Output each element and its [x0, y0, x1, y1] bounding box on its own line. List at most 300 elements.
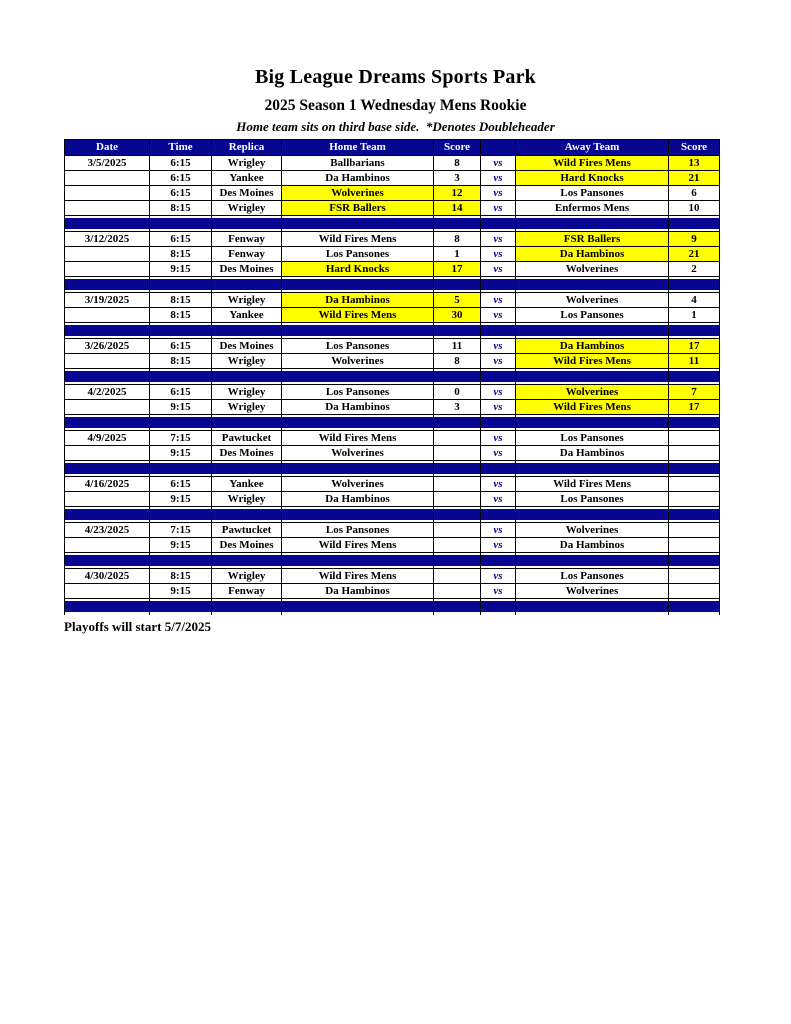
replica-cell: Wrigley	[212, 569, 282, 584]
separator-bar	[481, 371, 515, 382]
replica-cell: Wrigley	[212, 201, 282, 216]
separator-bar	[65, 218, 149, 229]
game-row	[65, 247, 720, 262]
replica-cell: Des Moines	[212, 446, 282, 461]
separator-cell	[516, 507, 669, 523]
game-row	[65, 354, 720, 369]
separator-bar	[516, 218, 668, 229]
separator-bar	[212, 555, 281, 566]
game-row	[65, 523, 720, 538]
separator-bar	[481, 509, 515, 520]
separator-cell	[669, 461, 720, 477]
game-row	[65, 492, 720, 507]
date-cell	[65, 446, 150, 461]
replica-cell: Wrigley	[212, 354, 282, 369]
separator-bar	[212, 371, 281, 382]
separator-cell	[212, 216, 282, 232]
time-cell: 9:15	[150, 538, 212, 553]
separator-cell	[212, 277, 282, 293]
away-team-cell: Hard Knocks	[516, 171, 669, 186]
home-score-cell: 8	[434, 156, 481, 171]
home-team-cell: Da Hambinos	[282, 492, 434, 507]
separator-bar	[212, 279, 281, 290]
separator-bar	[434, 279, 480, 290]
separator-cell	[65, 461, 150, 477]
separator-bar	[65, 555, 149, 566]
replica-cell: Wrigley	[212, 492, 282, 507]
away-score-cell	[669, 584, 720, 599]
replica-cell: Wrigley	[212, 293, 282, 308]
separator-bar	[212, 417, 281, 428]
separator-cell	[481, 553, 516, 569]
separator-bar	[481, 601, 515, 612]
separator-bar	[150, 371, 211, 382]
separator-bar	[212, 601, 281, 612]
vs-cell: vs	[481, 477, 516, 492]
away-score-cell	[669, 523, 720, 538]
vs-cell: vs	[481, 339, 516, 354]
vs-cell: vs	[481, 538, 516, 553]
season-subtitle: 2025 Season 1 Wednesday Mens Rookie	[264, 97, 527, 114]
home-team-cell: Hard Knocks	[282, 262, 434, 277]
vs-cell: vs	[481, 171, 516, 186]
separator-bar	[516, 279, 668, 290]
separator-cell	[150, 369, 212, 385]
time-cell: 6:15	[150, 156, 212, 171]
separator-row	[65, 277, 720, 293]
home-team-cell: Wild Fires Mens	[282, 538, 434, 553]
separator-cell	[434, 553, 481, 569]
game-row	[65, 569, 720, 584]
date-cell	[65, 186, 150, 201]
vs-cell: vs	[481, 492, 516, 507]
game-row	[65, 201, 720, 216]
time-cell: 6:15	[150, 171, 212, 186]
separator-cell	[282, 507, 434, 523]
game-row	[65, 339, 720, 354]
time-cell: 9:15	[150, 262, 212, 277]
home-score-cell: 30	[434, 308, 481, 323]
separator-row	[65, 507, 720, 523]
separator-cell	[434, 599, 481, 615]
game-row	[65, 308, 720, 323]
separator-cell	[282, 323, 434, 339]
separator-bar	[434, 509, 480, 520]
home-team-cell: Da Hambinos	[282, 293, 434, 308]
away-team-cell: Da Hambinos	[516, 339, 669, 354]
away-team-cell: Wild Fires Mens	[516, 400, 669, 415]
game-row	[65, 400, 720, 415]
game-row	[65, 385, 720, 400]
away-score-cell	[669, 431, 720, 446]
separator-cell	[282, 461, 434, 477]
away-score-cell: 21	[669, 247, 720, 262]
replica-cell: Yankee	[212, 171, 282, 186]
separator-cell	[481, 599, 516, 615]
vs-cell: vs	[481, 584, 516, 599]
game-row	[65, 446, 720, 461]
away-score-cell: 6	[669, 186, 720, 201]
time-cell: 6:15	[150, 186, 212, 201]
replica-cell: Des Moines	[212, 262, 282, 277]
separator-bar	[150, 463, 211, 474]
time-cell: 8:15	[150, 354, 212, 369]
date-cell	[65, 538, 150, 553]
replica-cell: Fenway	[212, 247, 282, 262]
separator-row	[65, 599, 720, 615]
separator-bar	[282, 509, 433, 520]
separator-cell	[212, 599, 282, 615]
home-score-cell: 11	[434, 339, 481, 354]
separator-bar	[516, 601, 668, 612]
separator-bar	[516, 509, 668, 520]
vs-cell: vs	[481, 293, 516, 308]
separator-cell	[65, 599, 150, 615]
away-team-cell: Los Pansones	[516, 308, 669, 323]
vs-cell: vs	[481, 262, 516, 277]
home-team-cell: Wolverines	[282, 186, 434, 201]
away-score-cell: 4	[669, 293, 720, 308]
home-team-cell: Wolverines	[282, 446, 434, 461]
separator-bar	[434, 417, 480, 428]
game-row	[65, 156, 720, 171]
separator-bar	[65, 601, 149, 612]
away-score-cell: 9	[669, 232, 720, 247]
date-cell	[65, 354, 150, 369]
home-team-cell: Da Hambinos	[282, 171, 434, 186]
replica-cell: Des Moines	[212, 186, 282, 201]
time-cell: 6:15	[150, 232, 212, 247]
home-score-cell	[434, 538, 481, 553]
replica-cell: Wrigley	[212, 156, 282, 171]
home-score-cell	[434, 446, 481, 461]
separator-cell	[669, 599, 720, 615]
separator-bar	[65, 279, 149, 290]
date-cell: 3/26/2025	[65, 339, 150, 354]
separator-cell	[282, 415, 434, 431]
home-score-cell: 12	[434, 186, 481, 201]
separator-cell	[669, 507, 720, 523]
separator-cell	[212, 415, 282, 431]
separator-bar	[212, 218, 281, 229]
away-score-cell: 11	[669, 354, 720, 369]
separator-bar	[669, 463, 719, 474]
separator-bar	[669, 509, 719, 520]
separator-cell	[481, 369, 516, 385]
home-score-cell: 14	[434, 201, 481, 216]
home-team-cell: Ballbarians	[282, 156, 434, 171]
away-team-cell: Los Pansones	[516, 431, 669, 446]
separator-bar	[516, 555, 668, 566]
game-row	[65, 431, 720, 446]
date-cell	[65, 262, 150, 277]
separator-cell	[516, 415, 669, 431]
separator-cell	[150, 277, 212, 293]
separator-bar	[669, 417, 719, 428]
separator-cell	[481, 507, 516, 523]
home-score-cell	[434, 477, 481, 492]
away-team-cell: Wolverines	[516, 523, 669, 538]
date-cell: 4/2/2025	[65, 385, 150, 400]
separator-bar	[434, 325, 480, 336]
separator-bar	[282, 555, 433, 566]
separator-bar	[516, 371, 668, 382]
separator-row	[65, 369, 720, 385]
separator-cell	[516, 461, 669, 477]
date-cell: 3/19/2025	[65, 293, 150, 308]
separator-bar	[150, 417, 211, 428]
vs-cell: vs	[481, 385, 516, 400]
date-cell	[65, 201, 150, 216]
separator-cell	[150, 415, 212, 431]
away-score-cell	[669, 477, 720, 492]
separator-bar	[481, 555, 515, 566]
home-team-cell: Wolverines	[282, 477, 434, 492]
column-header-time: Time	[150, 140, 212, 156]
replica-cell: Fenway	[212, 584, 282, 599]
away-score-cell: 17	[669, 339, 720, 354]
separator-bar	[481, 463, 515, 474]
separator-cell	[434, 461, 481, 477]
home-team-cell: Los Pansones	[282, 339, 434, 354]
separator-cell	[212, 507, 282, 523]
schedule-table-body	[65, 156, 720, 615]
separator-bar	[282, 279, 433, 290]
time-cell: 9:15	[150, 492, 212, 507]
separator-cell	[669, 553, 720, 569]
away-score-cell: 21	[669, 171, 720, 186]
game-row	[65, 477, 720, 492]
away-score-cell: 10	[669, 201, 720, 216]
playoffs-note: Playoffs will start 5/7/2025	[64, 618, 211, 634]
separator-bar	[282, 218, 433, 229]
separator-row	[65, 216, 720, 232]
separator-bar	[516, 325, 668, 336]
vs-cell: vs	[481, 431, 516, 446]
home-score-cell: 5	[434, 293, 481, 308]
replica-cell: Des Moines	[212, 538, 282, 553]
replica-cell: Fenway	[212, 232, 282, 247]
home-team-cell: Los Pansones	[282, 523, 434, 538]
separator-cell	[65, 369, 150, 385]
separator-bar	[434, 463, 480, 474]
separator-bar	[212, 509, 281, 520]
separator-cell	[150, 216, 212, 232]
away-score-cell: 17	[669, 400, 720, 415]
separator-cell	[282, 216, 434, 232]
away-score-cell	[669, 492, 720, 507]
separator-cell	[516, 323, 669, 339]
away-team-cell: Wild Fires Mens	[516, 477, 669, 492]
time-cell: 7:15	[150, 523, 212, 538]
home-team-cell: Da Hambinos	[282, 400, 434, 415]
away-team-cell: Wolverines	[516, 262, 669, 277]
game-row	[65, 584, 720, 599]
vs-cell: vs	[481, 186, 516, 201]
game-row	[65, 186, 720, 201]
separator-cell	[516, 599, 669, 615]
separator-bar	[669, 371, 719, 382]
separator-cell	[481, 216, 516, 232]
separator-cell	[516, 553, 669, 569]
time-cell: 9:15	[150, 584, 212, 599]
away-team-cell: Wolverines	[516, 385, 669, 400]
separator-cell	[65, 507, 150, 523]
separator-bar	[65, 417, 149, 428]
separator-cell	[150, 323, 212, 339]
home-score-cell: 0	[434, 385, 481, 400]
separator-bar	[150, 509, 211, 520]
column-header-home-score: Score	[434, 140, 481, 156]
separator-bar	[65, 509, 149, 520]
game-row	[65, 262, 720, 277]
date-cell	[65, 308, 150, 323]
column-header-vs	[481, 140, 516, 156]
home-team-cell: Wolverines	[282, 354, 434, 369]
separator-bar	[282, 601, 433, 612]
separator-bar	[212, 325, 281, 336]
column-header-away-score: Score	[669, 140, 720, 156]
separator-cell	[282, 599, 434, 615]
time-cell: 6:15	[150, 477, 212, 492]
separator-cell	[212, 323, 282, 339]
separator-cell	[212, 553, 282, 569]
separator-cell	[65, 415, 150, 431]
home-score-cell	[434, 492, 481, 507]
home-team-cell: Da Hambinos	[282, 584, 434, 599]
separator-cell	[481, 461, 516, 477]
separator-row	[65, 323, 720, 339]
separator-bar	[481, 417, 515, 428]
vs-cell: vs	[481, 308, 516, 323]
page-title: Big League Dreams Sports Park	[255, 66, 536, 88]
date-cell	[65, 492, 150, 507]
time-cell: 8:15	[150, 569, 212, 584]
home-score-cell	[434, 523, 481, 538]
separator-bar	[65, 371, 149, 382]
away-score-cell	[669, 446, 720, 461]
date-cell: 4/16/2025	[65, 477, 150, 492]
separator-cell	[212, 461, 282, 477]
home-team-cell: Los Pansones	[282, 247, 434, 262]
game-row	[65, 232, 720, 247]
separator-cell	[150, 599, 212, 615]
column-header-replica: Replica	[212, 140, 282, 156]
game-row	[65, 538, 720, 553]
separator-bar	[516, 463, 668, 474]
separator-bar	[669, 555, 719, 566]
date-cell	[65, 584, 150, 599]
vs-cell: vs	[481, 232, 516, 247]
replica-cell: Wrigley	[212, 385, 282, 400]
separator-bar	[282, 371, 433, 382]
away-team-cell: Enfermos Mens	[516, 201, 669, 216]
away-score-cell: 1	[669, 308, 720, 323]
separator-bar	[481, 279, 515, 290]
game-row	[65, 171, 720, 186]
home-score-cell: 1	[434, 247, 481, 262]
home-score-cell	[434, 569, 481, 584]
separator-bar	[669, 279, 719, 290]
separator-bar	[669, 218, 719, 229]
separator-bar	[150, 279, 211, 290]
separator-bar	[481, 325, 515, 336]
separator-cell	[669, 415, 720, 431]
away-score-cell: 13	[669, 156, 720, 171]
column-header-away-team: Away Team	[516, 140, 669, 156]
separator-bar	[150, 601, 211, 612]
replica-cell: Wrigley	[212, 400, 282, 415]
schedule-table	[64, 139, 720, 615]
separator-bar	[669, 601, 719, 612]
away-team-cell: Da Hambinos	[516, 446, 669, 461]
separator-cell	[65, 216, 150, 232]
separator-bar	[65, 325, 149, 336]
vs-cell: vs	[481, 247, 516, 262]
separator-cell	[65, 323, 150, 339]
separator-cell	[434, 323, 481, 339]
home-team-cell: Wild Fires Mens	[282, 431, 434, 446]
separator-bar	[150, 325, 211, 336]
vs-cell: vs	[481, 569, 516, 584]
away-team-cell: Los Pansones	[516, 569, 669, 584]
separator-bar	[434, 218, 480, 229]
home-team-cell: Wild Fires Mens	[282, 308, 434, 323]
separator-row	[65, 461, 720, 477]
date-cell: 3/5/2025	[65, 156, 150, 171]
vs-cell: vs	[481, 523, 516, 538]
date-cell	[65, 400, 150, 415]
replica-cell: Yankee	[212, 308, 282, 323]
time-cell: 8:15	[150, 201, 212, 216]
time-cell: 6:15	[150, 385, 212, 400]
date-cell: 4/9/2025	[65, 431, 150, 446]
separator-bar	[434, 371, 480, 382]
separator-cell	[282, 553, 434, 569]
home-team-cell: Los Pansones	[282, 385, 434, 400]
vs-cell: vs	[481, 201, 516, 216]
separator-cell	[669, 369, 720, 385]
date-cell	[65, 171, 150, 186]
away-team-cell: Wild Fires Mens	[516, 156, 669, 171]
home-score-cell: 17	[434, 262, 481, 277]
column-header-home-team: Home Team	[282, 140, 434, 156]
home-score-cell: 8	[434, 232, 481, 247]
separator-row	[65, 553, 720, 569]
separator-cell	[434, 415, 481, 431]
away-team-cell: FSR Ballers	[516, 232, 669, 247]
column-header-date: Date	[65, 140, 150, 156]
replica-cell: Yankee	[212, 477, 282, 492]
separator-bar	[212, 463, 281, 474]
separator-bar	[65, 463, 149, 474]
separator-cell	[65, 553, 150, 569]
home-team-note: Home team sits on third base side. *Denotes Doubleheader	[236, 119, 555, 134]
time-cell: 9:15	[150, 400, 212, 415]
separator-bar	[434, 601, 480, 612]
away-team-cell: Da Hambinos	[516, 538, 669, 553]
separator-bar	[669, 325, 719, 336]
separator-bar	[282, 417, 433, 428]
time-cell: 8:15	[150, 308, 212, 323]
separator-cell	[481, 323, 516, 339]
home-team-cell: Wild Fires Mens	[282, 232, 434, 247]
replica-cell: Pawtucket	[212, 431, 282, 446]
time-cell: 9:15	[150, 446, 212, 461]
separator-bar	[282, 463, 433, 474]
game-row	[65, 293, 720, 308]
separator-bar	[516, 417, 668, 428]
